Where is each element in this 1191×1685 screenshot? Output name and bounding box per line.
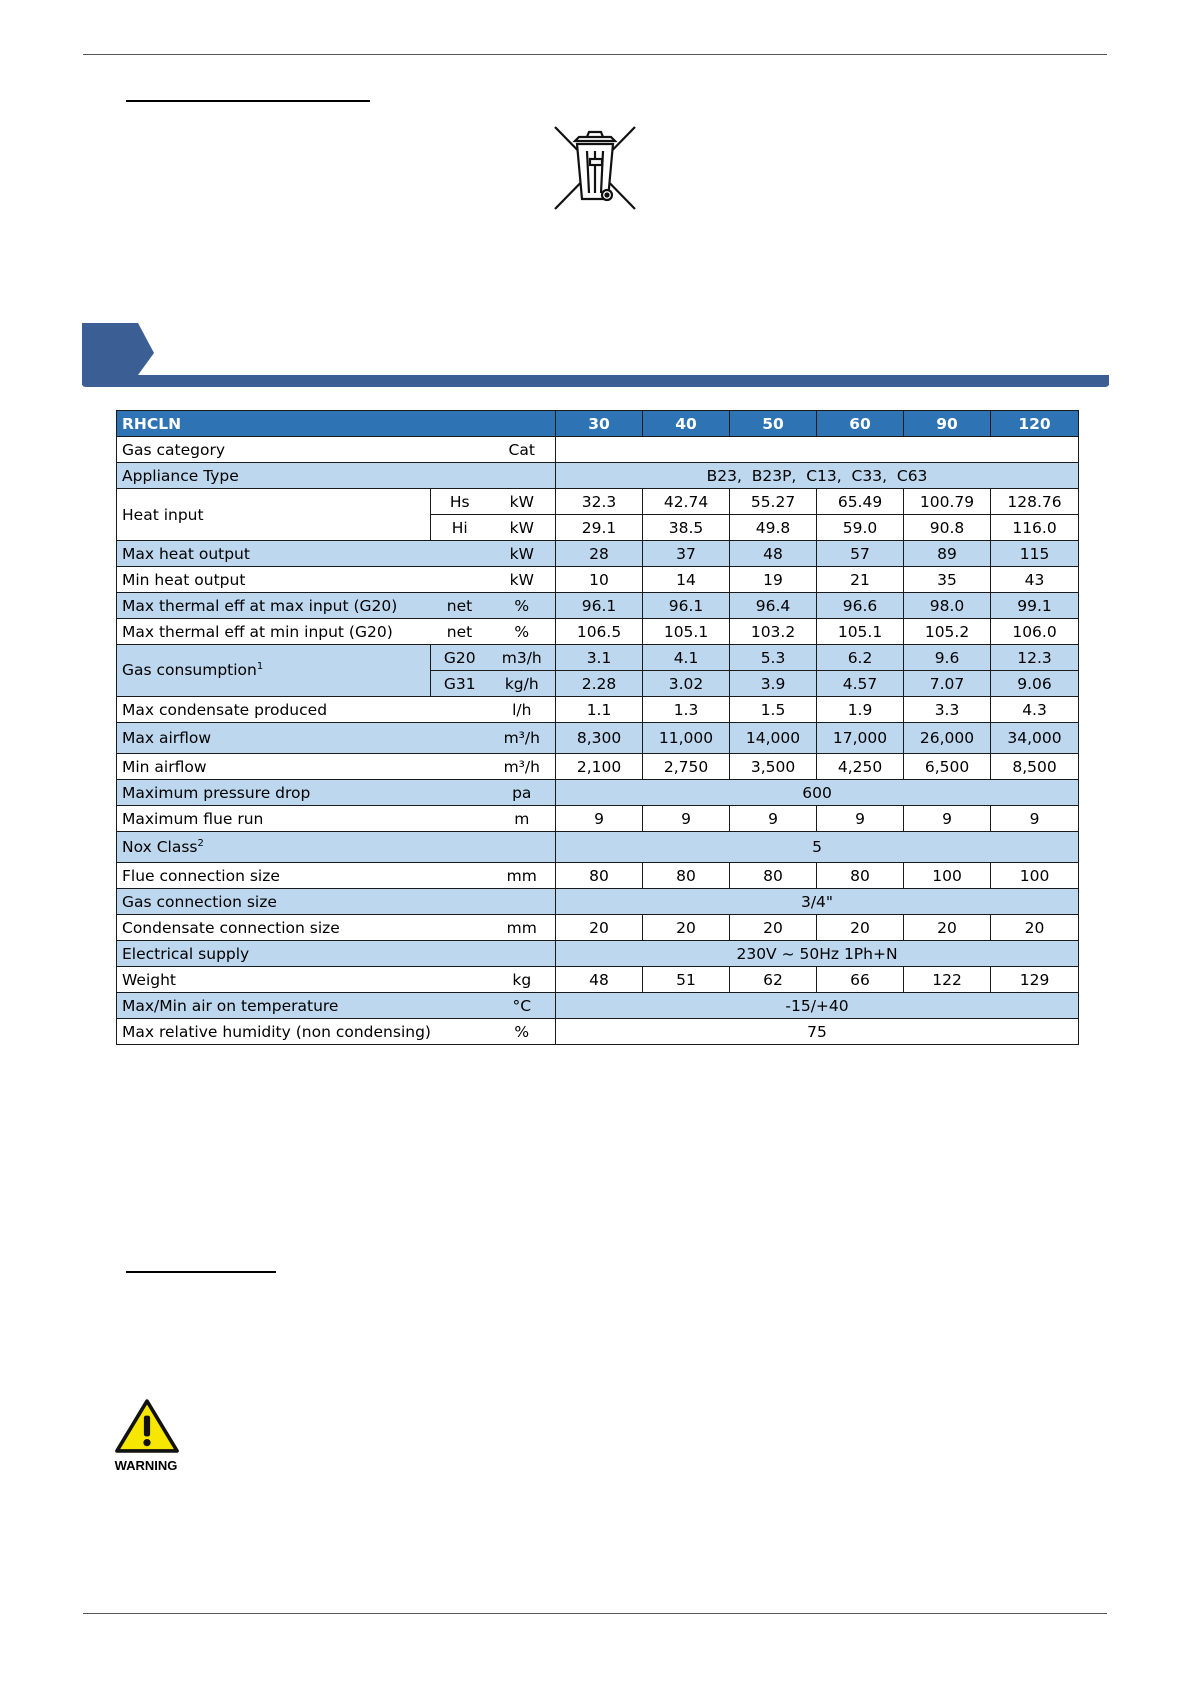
row-label: Max condensate produced xyxy=(117,697,489,723)
cell: 5.3 xyxy=(730,645,817,671)
cell: 80 xyxy=(643,863,730,889)
size-header: 90 xyxy=(904,411,991,437)
size-header: 120 xyxy=(991,411,1079,437)
cell: 20 xyxy=(991,915,1079,941)
cell: 37 xyxy=(643,541,730,567)
row-label: Gas connection size xyxy=(117,889,556,915)
row-unit: kW xyxy=(489,567,556,593)
cell: 2.28 xyxy=(556,671,643,697)
cell: 29.1 xyxy=(556,515,643,541)
warning-label: WARNING xyxy=(114,1458,178,1473)
cell: 106.5 xyxy=(556,619,643,645)
footnote-marker: 1 xyxy=(256,661,264,673)
cell: 20 xyxy=(643,915,730,941)
table-row xyxy=(117,645,1079,671)
row-sub: Hs xyxy=(431,489,489,515)
cell: 122 xyxy=(904,967,991,993)
footnote-marker: 2 xyxy=(197,837,204,849)
cell: 62 xyxy=(730,967,817,993)
table-row xyxy=(117,1019,1079,1045)
row-unit: Cat xyxy=(489,437,556,463)
table-row xyxy=(117,889,1079,915)
table-row xyxy=(117,723,1079,754)
row-label: Max heat output xyxy=(117,541,489,567)
cell: 2,750 xyxy=(643,754,730,780)
cell: 4.3 xyxy=(991,697,1079,723)
row-unit: kW xyxy=(489,541,556,567)
table-row xyxy=(117,754,1079,780)
row-sub: G31 xyxy=(431,671,489,697)
row-label: Maximum flue run xyxy=(117,806,489,832)
cell: 98.0 xyxy=(904,593,991,619)
cell: 3,500 xyxy=(730,754,817,780)
row-value xyxy=(556,437,1079,463)
row-unit: mm xyxy=(489,863,556,889)
table-row xyxy=(117,489,1079,515)
cell: 1.1 xyxy=(556,697,643,723)
row-value: 3/4" xyxy=(556,889,1079,915)
cell: 105.2 xyxy=(904,619,991,645)
cell: 4.57 xyxy=(817,671,904,697)
table-row xyxy=(117,780,1079,806)
row-unit: kg/h xyxy=(489,671,556,697)
cell: 105.1 xyxy=(643,619,730,645)
row-label: Max thermal eff at max input (G20) xyxy=(117,593,431,619)
cell: 34,000 xyxy=(991,723,1079,754)
row-label-text: Gas consumption xyxy=(122,661,257,680)
cell: 9 xyxy=(817,806,904,832)
cell: 9 xyxy=(643,806,730,832)
cell: 9.6 xyxy=(904,645,991,671)
cell: 19 xyxy=(730,567,817,593)
row-unit: pa xyxy=(489,780,556,806)
cell: 38.5 xyxy=(643,515,730,541)
weee-crossed-bin-icon xyxy=(553,125,637,211)
table-row xyxy=(117,832,1079,863)
cell: 48 xyxy=(730,541,817,567)
cell: 65.49 xyxy=(817,489,904,515)
row-label: Gas category xyxy=(117,437,489,463)
cell: 106.0 xyxy=(991,619,1079,645)
table-row xyxy=(117,697,1079,723)
cell: 116.0 xyxy=(991,515,1079,541)
cell: 1.5 xyxy=(730,697,817,723)
row-value: 75 xyxy=(556,1019,1079,1045)
row-unit: °C xyxy=(489,993,556,1019)
cell: 8,500 xyxy=(991,754,1079,780)
table-row xyxy=(117,593,1079,619)
table-row xyxy=(117,993,1079,1019)
row-value: -15/+40 xyxy=(556,993,1079,1019)
row-sub: net xyxy=(431,593,489,619)
row-label: Min airflow xyxy=(117,754,489,780)
row-unit: kW xyxy=(489,515,556,541)
size-header: 60 xyxy=(817,411,904,437)
table-row xyxy=(117,863,1079,889)
cell: 96.4 xyxy=(730,593,817,619)
row-unit: m xyxy=(489,806,556,832)
technical-spec-table xyxy=(116,410,1079,1045)
bottom-rule xyxy=(83,1613,1107,1614)
row-label: Max airflow xyxy=(117,723,489,754)
table-row xyxy=(117,967,1079,993)
cell: 4,250 xyxy=(817,754,904,780)
cell: 89 xyxy=(904,541,991,567)
cell: 99.1 xyxy=(991,593,1079,619)
cell: 7.07 xyxy=(904,671,991,697)
cell: 21 xyxy=(817,567,904,593)
row-label: Max relative humidity (non condensing) xyxy=(117,1019,489,1045)
cell: 28 xyxy=(556,541,643,567)
section-banner xyxy=(82,323,1109,387)
row-unit: % xyxy=(489,593,556,619)
row-unit: mm xyxy=(489,915,556,941)
cell: 42.74 xyxy=(643,489,730,515)
row-unit: l/h xyxy=(489,697,556,723)
cell: 6.2 xyxy=(817,645,904,671)
table-row xyxy=(117,941,1079,967)
cell: 2,100 xyxy=(556,754,643,780)
cell: 35 xyxy=(904,567,991,593)
row-unit: m³/h xyxy=(489,754,556,780)
cell: 3.3 xyxy=(904,697,991,723)
cell: 128.76 xyxy=(991,489,1079,515)
cell: 9.06 xyxy=(991,671,1079,697)
row-value: 230V ~ 50Hz 1Ph+N xyxy=(556,941,1079,967)
cell: 100 xyxy=(991,863,1079,889)
row-sub: G20 xyxy=(431,645,489,671)
row-label: Min heat output xyxy=(117,567,489,593)
cell: 115 xyxy=(991,541,1079,567)
table-row xyxy=(117,567,1079,593)
cell: 8,300 xyxy=(556,723,643,754)
row-label: Appliance Type xyxy=(117,463,556,489)
cell: 100 xyxy=(904,863,991,889)
cell: 3.9 xyxy=(730,671,817,697)
cell: 14 xyxy=(643,567,730,593)
cell: 3.02 xyxy=(643,671,730,697)
cell: 14,000 xyxy=(730,723,817,754)
cell: 96.6 xyxy=(817,593,904,619)
cell: 10 xyxy=(556,567,643,593)
row-label xyxy=(117,645,431,697)
cell: 4.1 xyxy=(643,645,730,671)
row-unit: % xyxy=(489,1019,556,1045)
size-header: 30 xyxy=(556,411,643,437)
row-label: Condensate connection size xyxy=(117,915,489,941)
cell: 20 xyxy=(904,915,991,941)
row-sub: net xyxy=(431,619,489,645)
size-header: 40 xyxy=(643,411,730,437)
size-header: 50 xyxy=(730,411,817,437)
cell: 11,000 xyxy=(643,723,730,754)
cell: 105.1 xyxy=(817,619,904,645)
table-row xyxy=(117,619,1079,645)
cell: 90.8 xyxy=(904,515,991,541)
cell: 129 xyxy=(991,967,1079,993)
row-label-text: Nox Class xyxy=(122,838,198,857)
cell: 20 xyxy=(556,915,643,941)
cell: 80 xyxy=(730,863,817,889)
cell: 20 xyxy=(817,915,904,941)
cell: 100.79 xyxy=(904,489,991,515)
row-unit: kg xyxy=(489,967,556,993)
row-label: Flue connection size xyxy=(117,863,489,889)
cell: 1.9 xyxy=(817,697,904,723)
top-rule xyxy=(83,54,1107,55)
cell: 26,000 xyxy=(904,723,991,754)
row-value: B23, B23P, C13, C33, C63 xyxy=(556,463,1079,489)
cell: 17,000 xyxy=(817,723,904,754)
cell: 66 xyxy=(817,967,904,993)
cell: 9 xyxy=(904,806,991,832)
cell: 43 xyxy=(991,567,1079,593)
cell: 55.27 xyxy=(730,489,817,515)
row-label: Max thermal eff at min input (G20) xyxy=(117,619,431,645)
cell: 57 xyxy=(817,541,904,567)
row-label: Heat input xyxy=(117,489,431,541)
row-label xyxy=(117,832,556,863)
cell: 48 xyxy=(556,967,643,993)
row-label: Weight xyxy=(117,967,489,993)
row-unit: kW xyxy=(489,489,556,515)
heading-underline xyxy=(126,1271,276,1273)
row-unit: m³/h xyxy=(489,723,556,754)
row-unit: m3/h xyxy=(489,645,556,671)
cell: 96.1 xyxy=(556,593,643,619)
cell: 1.3 xyxy=(643,697,730,723)
cell: 9 xyxy=(730,806,817,832)
row-sub: Hi xyxy=(431,515,489,541)
table-row xyxy=(117,915,1079,941)
model-name: RHCLN xyxy=(117,411,556,437)
table-row xyxy=(117,541,1079,567)
cell: 59.0 xyxy=(817,515,904,541)
row-unit: % xyxy=(489,619,556,645)
row-label: Maximum pressure drop xyxy=(117,780,489,806)
cell: 9 xyxy=(991,806,1079,832)
table-row xyxy=(117,463,1079,489)
cell: 6,500 xyxy=(904,754,991,780)
warning-icon xyxy=(109,1398,185,1454)
cell: 80 xyxy=(556,863,643,889)
row-value: 5 xyxy=(556,832,1079,863)
cell: 51 xyxy=(643,967,730,993)
table-row xyxy=(117,437,1079,463)
row-value: 600 xyxy=(556,780,1079,806)
row-label: Electrical supply xyxy=(117,941,556,967)
cell: 12.3 xyxy=(991,645,1079,671)
cell: 20 xyxy=(730,915,817,941)
cell: 3.1 xyxy=(556,645,643,671)
row-label: Max/Min air on temperature xyxy=(117,993,489,1019)
cell: 9 xyxy=(556,806,643,832)
table-row xyxy=(117,806,1079,832)
cell: 96.1 xyxy=(643,593,730,619)
cell: 80 xyxy=(817,863,904,889)
cell: 32.3 xyxy=(556,489,643,515)
table-header-row xyxy=(117,411,1079,437)
cell: 103.2 xyxy=(730,619,817,645)
heading-underline xyxy=(126,100,370,102)
cell: 49.8 xyxy=(730,515,817,541)
